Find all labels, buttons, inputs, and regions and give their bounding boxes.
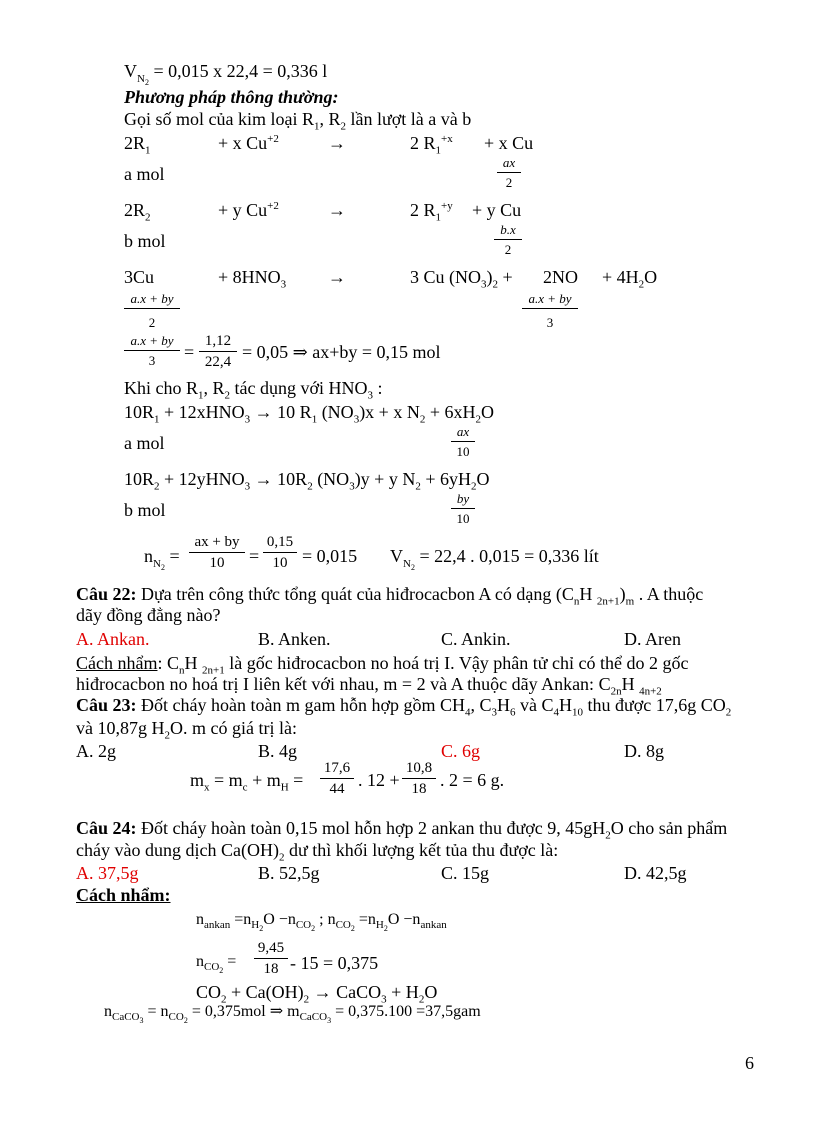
q24-option-d[interactable]: D. 42,5g — [624, 863, 687, 883]
eq1-rest: = 0,05 ⇒ ax+by = 0,15 mol — [242, 342, 441, 362]
q23-frac-2: $\frac{10,8}{18}$ — [402, 760, 436, 798]
eq2-v: $V_{N_2} = 22,4$ . 0,015 = 0,336 lít — [390, 546, 599, 572]
q22-line2: dãy đồng đẳng nào? — [76, 605, 221, 625]
q24-frac: $\frac{9,45}{18}$ — [254, 940, 288, 978]
reaction-3-g: + $4H_2O$ — [602, 267, 658, 291]
reaction-3-d: 3 Cu $(NO_3)_2$ + — [410, 267, 513, 291]
q23-end: . 2 = 6 g. — [440, 770, 505, 790]
q24-formula-3: $CO_2 + Ca(OH)_2$ → CaCO$_3$ + $H_2O$ — [196, 982, 438, 1006]
q24-option-a[interactable]: A. 37,5g — [76, 863, 139, 883]
q22-explain-1: Cách nhẩm: $C_nH$ $_{2n+1}$ là gốc hiđrocacbon no hoá trị I. Vậy phân tử chỉ có thể do 2 gốc — [76, 653, 689, 677]
eq1-frac-1: $\frac{a.x + by}{3}$ — [124, 333, 180, 369]
reaction-1-e: + x Cu — [484, 133, 534, 153]
q23-option-d[interactable]: D. 8g — [624, 741, 664, 761]
reaction-2-mol: b mol — [124, 231, 166, 251]
eq2-n: $n_{N_2}$ = — [144, 546, 180, 572]
eq2-frac-1: $\frac{ax + by}{10}$ — [189, 534, 245, 572]
method-intro: Gọi số mol của kim loại $R_1$, $R_2$ lần lượt là a và b — [124, 109, 472, 133]
reaction-1-d: 2 $R_1^{+x}$ — [410, 133, 453, 157]
q23-option-c[interactable]: C. 6g — [441, 741, 481, 761]
reaction-3-arrow: → — [328, 267, 346, 287]
q22-option-b[interactable]: B. Anken. — [258, 629, 331, 649]
q23-line1: Câu 23: Đốt cháy hoàn toàn m gam hỗn hợp gồm $CH_4$, $C_3H_6$ và $C_4H_{10}$ thu được 17,6g $CO_2$ — [76, 695, 732, 719]
method-title: Phương pháp thông thường: — [124, 87, 339, 107]
q24-formula-2-rest: - 15 = 0,375 — [290, 953, 379, 973]
q24-option-b[interactable]: B. 52,5g — [258, 863, 320, 883]
eq1-equals: = — [184, 342, 195, 362]
reaction-3-frac-right: $\frac{a.x + by}{3}$ — [522, 291, 578, 331]
eq2-frac-2: $\frac{0,15}{10}$ — [263, 534, 297, 572]
reaction-2-d: 2 $R_1^{+y}$ — [410, 200, 453, 224]
q24-line1: Câu 24: Đốt cháy hoàn toàn 0,15 mol hỗn hợp 2 ankan thu được 9, $45gH_2O$ cho sản phẩm — [76, 818, 728, 842]
reaction-5-frac: $\frac{by}{10}$ — [451, 491, 475, 527]
q23-frac-1: $\frac{17,6}{44}$ — [320, 760, 354, 798]
reaction-1-frac: $\frac{ax}{2}$ — [497, 155, 521, 191]
reaction-2-b: + y $Cu^{+2}$ — [218, 200, 279, 220]
reaction-4-frac: $\frac{ax}{10}$ — [451, 424, 475, 460]
reaction-3-frac-left: $\frac{a.x + by}{2}$ — [124, 291, 180, 331]
q23-line2: và 10,87g $H_2O$. m có giá trị là: — [76, 718, 297, 742]
q23-option-b[interactable]: B. 4g — [258, 741, 298, 761]
reaction-3-f: 2NO — [543, 267, 578, 287]
page-number: 6 — [745, 1053, 754, 1073]
reaction-1-arrow: → — [328, 133, 346, 153]
q23-mid: . 12 + — [358, 770, 400, 790]
reaction-1-b: + x $Cu^{+2}$ — [218, 133, 279, 153]
reaction-5-mol: b mol — [124, 500, 166, 520]
q22-option-d[interactable]: D. Aren — [624, 629, 681, 649]
q23-calc: $m_x = m_c + m_H$ = — [190, 770, 304, 794]
reaction-4-mol: a mol — [124, 433, 165, 453]
reaction-3: 3Cu — [124, 267, 155, 287]
reaction-3-b: + $8HNO_3$ — [218, 267, 287, 291]
q22-option-c[interactable]: C. Ankin. — [441, 629, 511, 649]
q24-line2: cháy vào dung dịch $Ca(OH)_2$ dư thì khối lượng kết tủa thu được là: — [76, 840, 559, 864]
q22-option-a[interactable]: A. Ankan. — [76, 629, 150, 649]
reaction-2: $2R_2$ — [124, 200, 151, 224]
v-n2-line: $V_{N_2} = 0,015$ x 22,4 = 0,336 l — [124, 61, 328, 87]
reaction-2-arrow: → — [328, 200, 346, 220]
q24-formula-1: $n_{ankan} =n_{H_2}O -n_{CO_2}$ ; $n_{CO_2} =n_{H_2}O -n_{ankan}$ — [196, 911, 447, 934]
eq2-eq: = — [249, 546, 260, 566]
q24-option-c[interactable]: C. 15g — [441, 863, 490, 883]
q22-explain-2: hiđrocacbon no hoá trị I liên kết với nhau, m = 2 và A thuộc dãy Ankan: $C_{2n}H$ $_{4n+2}$ — [76, 674, 662, 698]
reaction-4: $10R_1$ + 12xHNO$_3$ → 10 $R_1$ $(NO_3)x + x$ $N_2 + 6xH_2O$ — [124, 402, 494, 426]
khi-line: Khi cho $R_1$, $R_2$ tác dụng với $HNO_3$ : — [124, 378, 383, 402]
q23-option-a[interactable]: A. 2g — [76, 741, 116, 761]
q24-explain-label: Cách nhẩm: — [76, 885, 171, 905]
reaction-2-frac: $\frac{b.x}{2}$ — [494, 222, 522, 258]
reaction-1: $2R_1$ — [124, 133, 151, 157]
eq1-frac-2: $\frac{1,12}{22,4}$ — [199, 333, 237, 371]
q22-line1: Câu 22: Dựa trên công thức tổng quát của hiđrocacbon A có dạng ($C_nH$ $_{2n+1})_m$ . A thuộc — [76, 584, 704, 608]
q24-formula-4: $n_{CaCO_3} = n_{CO_2} = 0,375mol$ ⇒ $m_{CaCO_3} = 0,375.100 =37,5gam$ — [104, 1003, 481, 1026]
reaction-5: $10R_2$ + 12yHNO$_3$ → $10R_2$ $(NO_3)y + y$ $N_2 + 6yH_2O$ — [124, 469, 490, 493]
reaction-2-e: + y Cu — [472, 200, 522, 220]
reaction-1-mol: a mol — [124, 164, 165, 184]
eq2-rest: = 0,015 — [302, 546, 358, 566]
q24-formula-2: $n_{CO_2}$ = — [196, 953, 237, 976]
v-n2-value: = 0,015 x 22,4 = 0,336 l — [153, 61, 328, 81]
